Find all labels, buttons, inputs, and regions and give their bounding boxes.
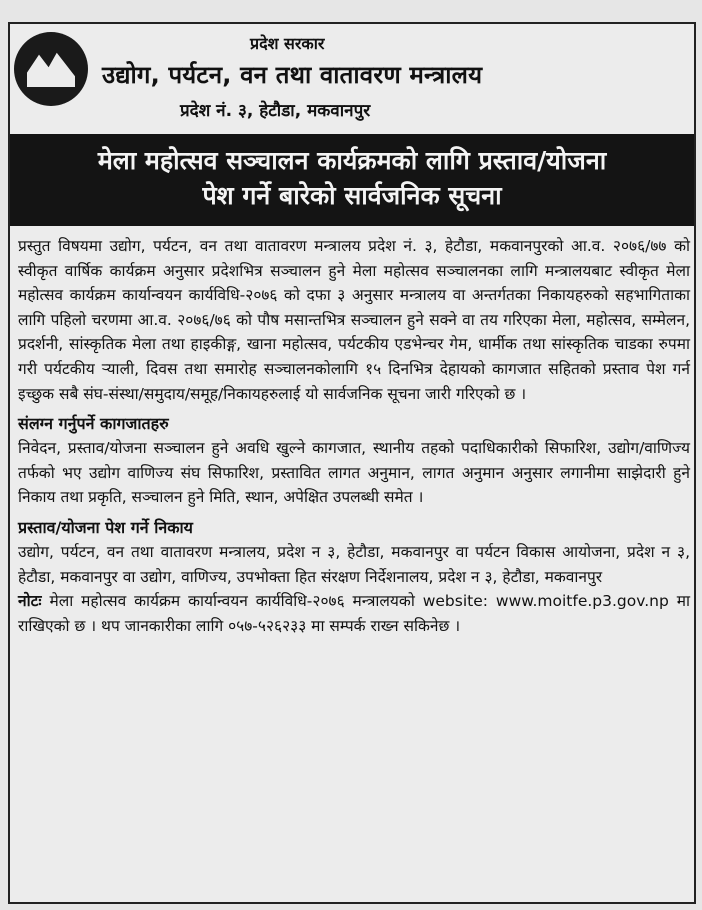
submission-heading: प्रस्ताव/योजना पेश गर्ने निकाय xyxy=(18,517,193,537)
title-line-1: मेला महोत्सव सञ्चालन कार्यक्रमको लागि प्रस्ताव/योजना xyxy=(97,146,607,175)
intro-paragraph: प्रस्तुत विषयमा उद्योग, पर्यटन, वन तथा वातावरण मन्त्रालय प्रदेश नं. ३, हेटौडा, मकवानपुरको आ.व. २०७६/७७ को स्वीकृत वार्षिक कार्यक्रम अनुसार प्रदेशभित्र सञ्चालन हुने मेला महोत्सव सञ्चालनका लागि मन्त्रालयबाट स्वीकृत मेला महोत्सव कार्यक्रम कार्यान्वयन कार्यविधि-२०७६ को दफा ३ अनुसार मन्त्रालय वा अन्तर्गतका निकायहरुको सहभागिताका लागि पहिलो चरणमा आ.व. २०७६/७६ को पौष मसान्तभित्र सञ्चालन हुने सक्ने वा तय गरिएका मेला, महोत्सव, सम्मेलन, प्रदर्शनी, सांस्कृतिक मेला तथा हाइकीङ्ग, खाना महोत्सव, पर्यटकीय एडभेन्चर गेम, धार्मीक तथा सांस्कृतिक चाडका रुपमा गरी पर्यटकीय ऱ्याली, दिवस तथा समारोह सञ्चालनकोलागि १५ दिनभित्र देहायको कागजात सहितको प्रस्ताव पेश गर्न इच्छुक सबै संघ-संस्था/समुदाय/समूह/निकायहरुलाई यो सार्वजनिक सूचना जारी गरिएको छ । xyxy=(18,237,690,403)
documents-text: निवेदन, प्रस्ताव/योजना सञ्चालन हुने अवधि खुल्ने कागजात, स्थानीय तहको पदाधिकारीको सिफारिश, उद्योग/वाणिज्य तर्फको भए उद्योग वाणिज्य संघ सिफारिश, प्रस्तावित लागत अनुमान, लागत अनुमान अनुसार लगानीमा साझेदारी हुने निकाय तथा प्रकृति, सञ्चालन हुने मिति, स्थान, अपेक्षित उपलब्धी समेत । xyxy=(18,439,690,507)
submission-text: उद्योग, पर्यटन, वन तथा वातावरण मन्त्रालय, प्रदेश न ३, हेटौडा, मकवानपुर वा पर्यटन विकास आयोजना, प्रदेश न ३, हेटौडा, मकवानपुर वा उद्योग, वाणिज्य, उपभोक्ता हित संरक्षण निर्देशनालय, प्रदेश न ३, हेटौडा, मकवानपुर xyxy=(18,542,690,586)
note-label: नोटः xyxy=(18,592,42,611)
note-text: मेला महोत्सव कार्यक्रम कार्यान्वयन कार्यविधि-२०७६ मन्त्रालयको website: www.moitfe.p3.gov.np मा राखिएको छ । थप जानकारीका लागि ०५७-५२६२३३ मा सम्पर्क राख्न सकिनेछ । xyxy=(18,592,690,635)
government-emblem-icon xyxy=(14,32,88,106)
documents-heading: संलग्न गर्नुपर्ने कागजातहरु xyxy=(18,414,169,434)
note-paragraph xyxy=(18,589,690,638)
notice-title xyxy=(10,134,694,226)
government-name: प्रदेश सरकार xyxy=(250,34,325,53)
notice-header xyxy=(10,24,694,136)
ministry-name: उद्योग, पर्यटन, वन तथा वातावरण मन्त्रालय xyxy=(102,61,483,89)
ministry-address: प्रदेश नं. ३, हेटौडा, मकवानपुर xyxy=(180,101,371,121)
notice-body xyxy=(18,234,690,638)
notice-frame xyxy=(8,22,696,904)
title-line-2: पेश गर्ने बारेको सार्वजनिक सूचना xyxy=(202,181,502,210)
